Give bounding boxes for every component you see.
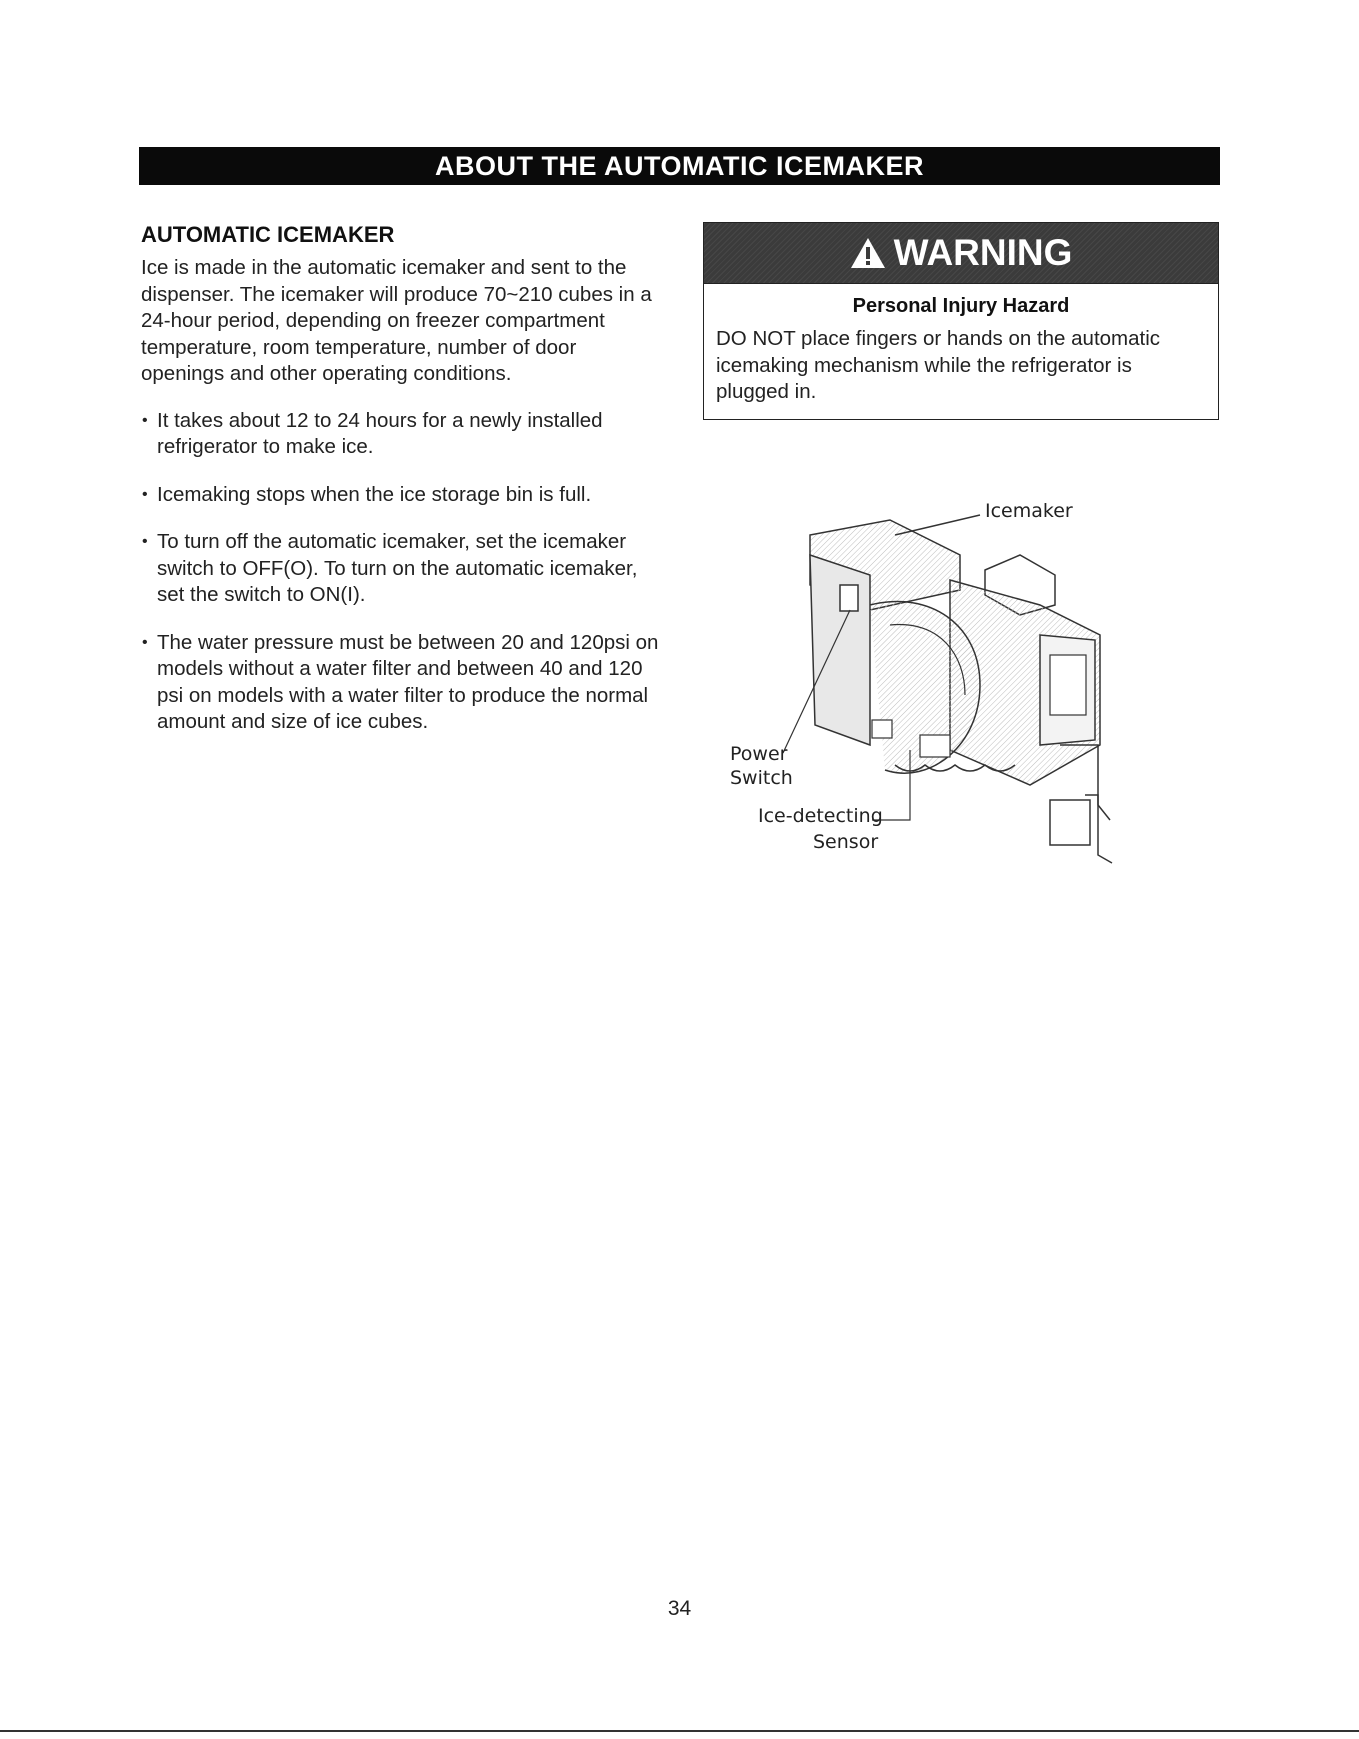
icemaker-label: Icemaker [985, 500, 1073, 522]
icemaker-section [141, 222, 661, 757]
bullet-list [141, 408, 661, 736]
warning-title: WARNING [893, 232, 1073, 273]
power-switch-label-line2: Switch [730, 767, 793, 789]
bullet-icon: • [142, 485, 148, 503]
warning-header [704, 223, 1218, 284]
list-item: • To turn off the automatic icemaker, set the icemaker switch to OFF(O). To turn on the automatic icemaker, set the switch to ON(I). [142, 530, 638, 606]
warning-body: DO NOT place fingers or hands on the automatic icemaking mechanism while the refrigerator is plugged in. [716, 327, 1161, 403]
page-number: 34 [667, 1597, 692, 1620]
bullet-icon: • [142, 633, 148, 651]
icemaker-diagram [720, 495, 1120, 875]
list-item: • Icemaking stops when the ice storage bin is full. [141, 482, 661, 509]
banner-title: ABOUT THE AUTOMATIC ICEMAKER [435, 150, 924, 181]
page-banner [139, 147, 1220, 185]
section-heading: AUTOMATIC ICEMAKER [141, 222, 395, 247]
bottom-rule [0, 1730, 1359, 1732]
sensor-label-line2: Sensor [813, 831, 879, 853]
warning-subtitle: Personal Injury Hazard [852, 295, 1070, 317]
warning-box [703, 222, 1219, 420]
intro-paragraph: Ice is made in the automatic icemaker and sent to the dispenser. The icemaker will produce 70~210 cubes in a 24-hour period, depending on freezer compartment temperature, room temperature, number of door openings and other operating conditions. [141, 256, 652, 385]
list-item: • It takes about 12 to 24 hours for a newly installed refrigerator to make ice. [142, 408, 603, 458]
warning-triangle-icon [850, 237, 886, 269]
bullet-icon: • [142, 533, 148, 550]
sensor-label-line1: Ice-detecting [758, 805, 883, 827]
bullet-icon: • [142, 411, 148, 429]
list-item: • The water pressure must be between 20 and 120psi on models without a water filter and between 40 and 120 psi on models with a water filter to produce the normal amount and size of ice cubes. [142, 630, 659, 733]
power-switch-label-line1: Power [730, 743, 788, 765]
